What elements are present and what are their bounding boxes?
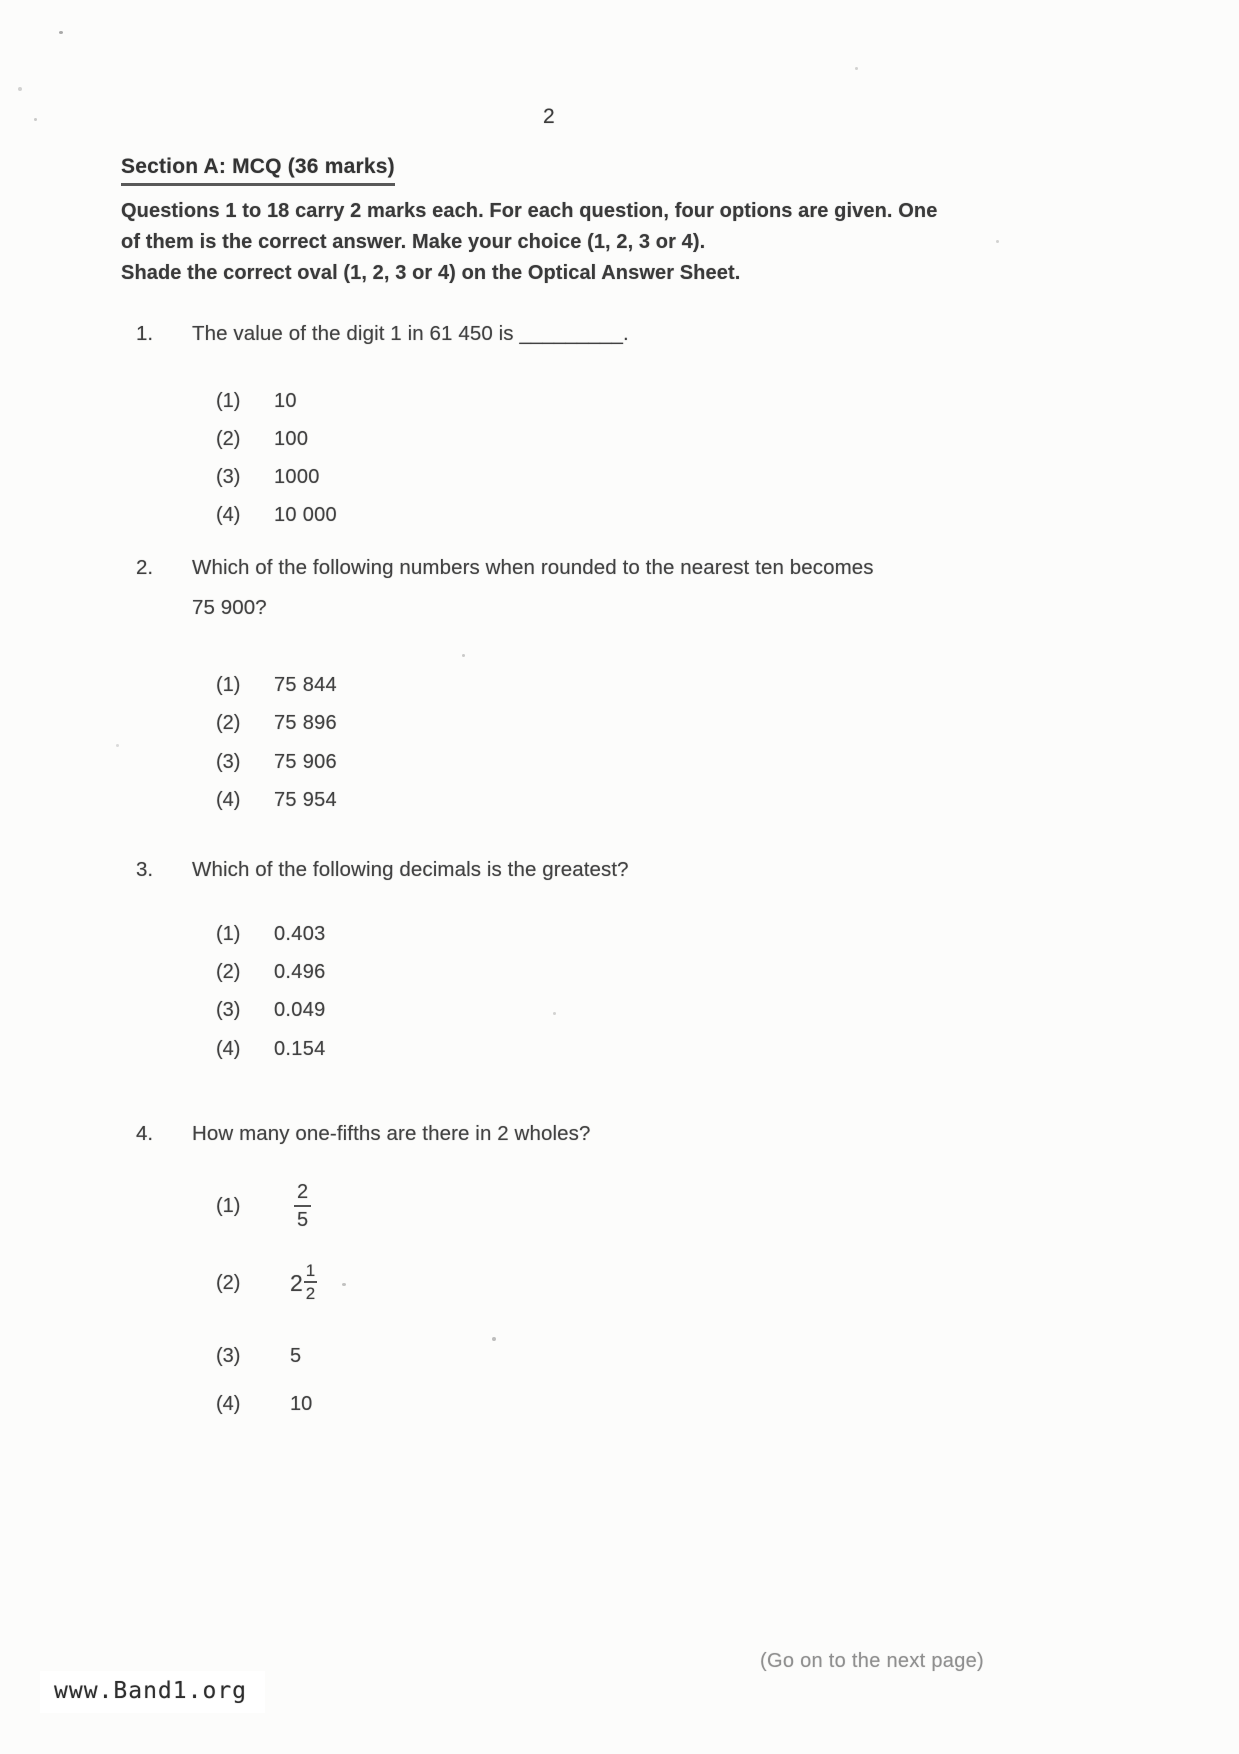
option-label: (1) [216,923,241,945]
option-label: (3) [216,1345,241,1367]
instruction-line: of them is the correct answer. Make your choice (1, 2, 3 or 4). [121,231,706,253]
option-value: 75 954 [274,789,337,811]
question-4-option-2 [216,1262,317,1304]
question-2-option-1 [0,674,700,712]
question-1-option-1 [0,390,700,428]
question-number: 3. [136,858,154,881]
option-label: (4) [216,789,241,811]
question-2-option-2 [0,712,700,750]
question-1-option-4 [0,504,700,542]
question-number: 4. [136,1122,154,1145]
option-label: (3) [216,751,241,773]
instruction-line: Shade the correct oval (1, 2, 3 or 4) on the Optical Answer Sheet. [121,262,741,284]
scan-speck [34,118,37,121]
scan-speck [553,1012,556,1015]
question-text [192,556,874,620]
fraction-numerator: 1 [304,1262,317,1283]
scan-speck [855,67,858,70]
scan-speck [462,654,465,657]
next-page-note: (Go on to the next page) [760,1650,985,1672]
question-3-option-1 [0,923,700,961]
question-4-option-3 [216,1345,301,1368]
option-value: 75 844 [274,674,337,696]
option-value: 0.049 [274,999,326,1021]
question-line: 75 900? [192,596,267,619]
fraction-two-fifths [294,1182,311,1230]
option-label: (2) [216,712,241,734]
question-1-option-3 [0,466,700,504]
question-4-option-1 [216,1182,311,1230]
question-text: The value of the digit 1 in 61 450 is _________. [192,322,629,345]
fraction-denominator: 2 [305,1284,316,1303]
option-value: 1000 [274,466,320,488]
section-heading: Section A: MCQ (36 marks) [121,155,395,186]
option-value: 10 [290,1393,313,1415]
option-value: 75 896 [274,712,337,734]
scan-speck [996,240,999,243]
option-value: 5 [290,1345,302,1367]
question-text: How many one-fifths are there in 2 wholes? [192,1122,591,1145]
scan-speck [18,87,22,91]
scan-speck [492,1337,496,1341]
option-label: (3) [216,999,241,1021]
option-label: (2) [216,961,241,983]
option-label: (1) [216,390,241,412]
option-label: (2) [216,428,241,450]
option-label: (4) [216,1393,241,1415]
scan-speck [342,1283,346,1286]
question-text: Which of the following decimals is the greatest? [192,858,629,881]
option-value: 100 [274,428,309,450]
option-value: 0.154 [274,1038,326,1060]
instruction-line: Questions 1 to 18 carry 2 marks each. For each question, four options are given. One [121,200,938,222]
scan-speck [59,31,63,34]
option-value: 10 000 [274,504,337,526]
scan-speck [116,744,119,747]
fraction-one-half [304,1262,317,1304]
instructions [121,196,937,289]
option-value: 75 906 [274,751,337,773]
option-label: (4) [216,504,241,526]
fraction-numerator: 2 [294,1182,311,1207]
option-value: 0.496 [274,961,326,983]
question-2-option-3 [0,751,700,789]
mixed-whole: 2 [290,1269,303,1296]
question-line: Which of the following numbers when rounded to the nearest ten becomes [192,556,874,579]
option-label: (1) [216,674,241,696]
option-label: (3) [216,466,241,488]
question-1-option-2 [0,428,700,466]
question-number: 2. [136,556,154,579]
question-4-option-4 [216,1393,312,1416]
question-number: 1. [136,322,154,345]
option-label: (2) [216,1271,241,1294]
question-3-option-2 [0,961,700,999]
question-2-option-4 [0,789,700,827]
question-3-option-3 [0,999,700,1037]
page-number: 2 [543,105,555,128]
option-value: 0.403 [274,923,326,945]
fraction-denominator: 5 [297,1209,309,1231]
option-value: 10 [274,390,297,412]
option-label: (1) [216,1194,241,1217]
watermark-url: www.Band1.org [40,1671,265,1713]
mixed-number-two-and-half [290,1262,317,1304]
option-label: (4) [216,1038,241,1060]
question-3-option-4 [0,1038,700,1076]
